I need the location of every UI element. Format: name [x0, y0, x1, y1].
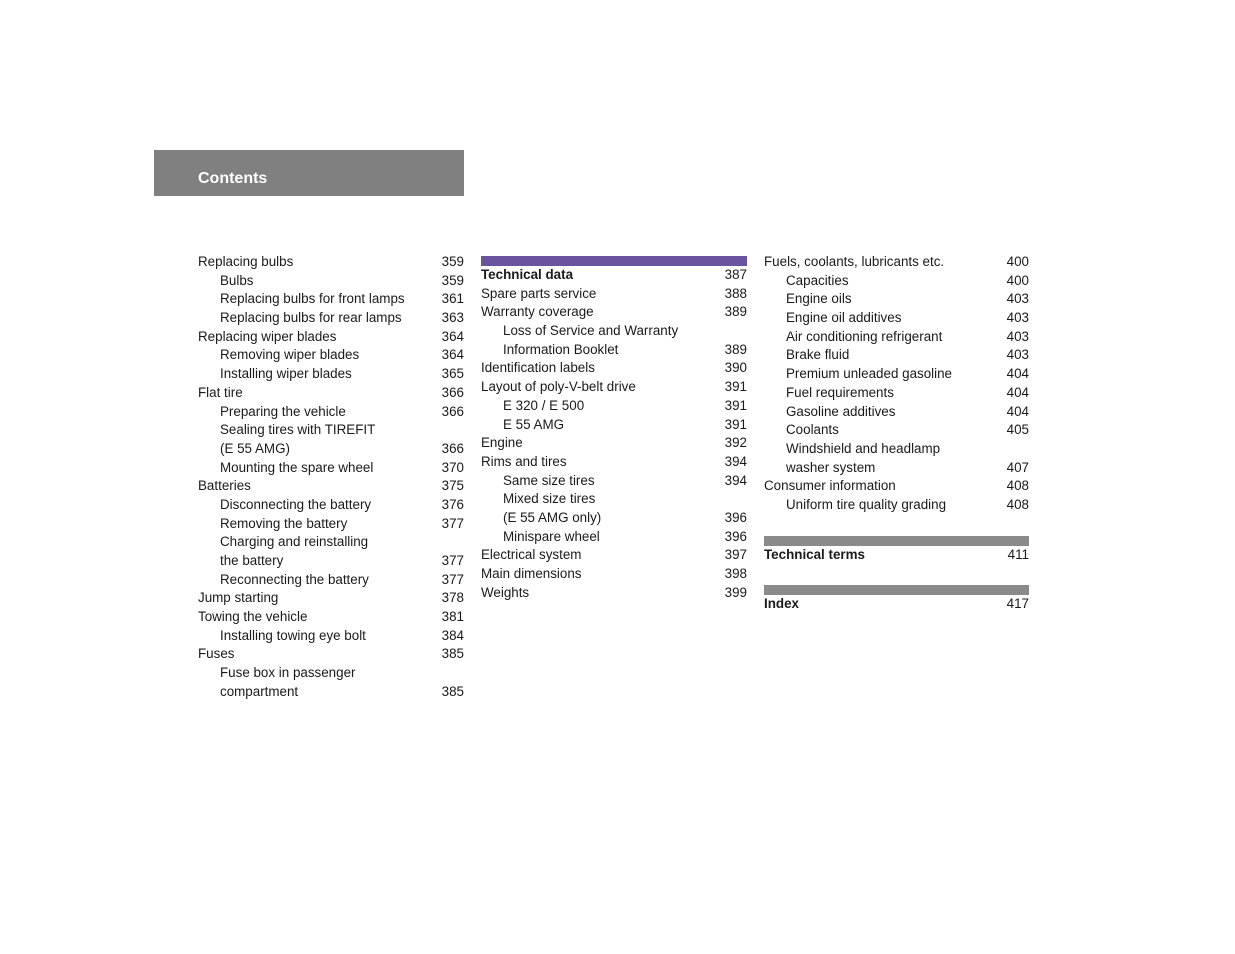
toc-entry[interactable] — [198, 309, 464, 328]
toc-list — [764, 253, 1029, 515]
spacer — [764, 565, 1029, 582]
toc-page-number: 365 — [441, 366, 464, 382]
toc-entry-label: E 55 AMG — [503, 416, 565, 432]
toc-page-number: 408 — [1006, 478, 1029, 494]
toc-page-number: 370 — [441, 459, 464, 475]
toc-entry-label: the battery — [220, 553, 284, 568]
toc-entry[interactable] — [198, 571, 464, 590]
toc-page-number: 376 — [441, 496, 464, 512]
toc-entry-label: Replacing bulbs — [198, 254, 294, 269]
toc-page-number: 385 — [441, 646, 464, 662]
toc-page-number: 403 — [1006, 291, 1029, 307]
toc-list — [481, 285, 747, 603]
toc-entry-label: Towing the vehicle — [198, 609, 308, 625]
toc-entry[interactable] — [198, 365, 464, 384]
toc-entry[interactable] — [481, 453, 747, 472]
toc-entry-label: Replacing bulbs for rear lamps — [220, 310, 402, 326]
toc-entry[interactable] — [198, 253, 464, 272]
toc-page-number: 387 — [724, 267, 747, 282]
toc-page-number: 364 — [441, 328, 464, 344]
toc-entry-label: Replacing bulbs for front lamps — [220, 291, 405, 307]
technical-data-bar — [481, 256, 747, 266]
toc-page-number: 399 — [724, 584, 747, 600]
toc-entry-label: Engine — [481, 435, 523, 451]
toc-entry[interactable] — [198, 440, 464, 459]
toc-entry-label: Removing wiper blades — [220, 347, 360, 363]
toc-entry-label: Premium unleaded gasoline — [786, 366, 952, 382]
toc-entry[interactable] — [481, 546, 747, 565]
contents-header-band — [154, 150, 464, 196]
toc-entry-label: Loss of Service and Warranty — [503, 323, 679, 339]
spacer — [764, 515, 1029, 534]
toc-entry[interactable] — [198, 328, 464, 347]
toc-page-number: 364 — [441, 347, 464, 363]
toc-entry-label: Jump starting — [198, 590, 279, 606]
toc-page-number: 390 — [724, 360, 747, 376]
toc-heading-label: Index — [764, 596, 799, 611]
toc-entry[interactable] — [481, 584, 747, 603]
toc-page-number: 400 — [1006, 272, 1029, 288]
toc-page-number: 361 — [441, 291, 464, 307]
toc-page-number: 392 — [724, 435, 747, 451]
toc-entry[interactable] — [764, 272, 1029, 291]
toc-entry[interactable] — [481, 359, 747, 378]
toc-entry-label: Engine oils — [786, 291, 852, 307]
toc-entry-label: washer system — [786, 459, 876, 475]
toc-entry[interactable] — [481, 434, 747, 453]
technical-terms-bar — [764, 536, 1029, 546]
toc-page-number: 400 — [1006, 254, 1029, 269]
toc-entry[interactable] — [481, 416, 747, 435]
toc-entry-label: Coolants — [786, 422, 839, 438]
toc-entry[interactable] — [764, 290, 1029, 309]
toc-entry-label: Capacities — [786, 272, 849, 288]
toc-entry-label: Mixed size tires — [503, 491, 596, 507]
index-bar — [764, 585, 1029, 595]
toc-entry[interactable] — [198, 589, 464, 608]
toc-entry[interactable] — [198, 645, 464, 664]
toc-entry-label: Uniform tire quality grading — [786, 496, 947, 512]
toc-page-number: 385 — [441, 683, 464, 699]
toc-entry[interactable] — [481, 397, 747, 416]
toc-entry[interactable] — [198, 346, 464, 365]
toc-entry[interactable] — [481, 565, 747, 584]
toc-entry-label: Preparing the vehicle — [220, 403, 346, 419]
toc-entry[interactable] — [481, 341, 747, 360]
toc-entry[interactable] — [764, 253, 1029, 272]
toc-entry-label: Weights — [481, 584, 530, 600]
toc-heading-label: Technical terms — [764, 547, 865, 563]
toc-entry[interactable] — [198, 403, 464, 422]
toc-entry-label: Brake fluid — [786, 347, 850, 363]
toc-entry-label: (E 55 AMG) — [220, 440, 290, 456]
toc-entry-label: Rims and tires — [481, 453, 567, 469]
toc-column-1 — [198, 253, 464, 702]
toc-page-number: 417 — [1006, 596, 1029, 611]
toc-page-number: 404 — [1006, 366, 1029, 382]
toc-entry-label: Identification labels — [481, 360, 595, 376]
toc-entry-label: Spare parts service — [481, 285, 597, 301]
toc-entry[interactable] — [764, 346, 1029, 365]
toc-page-number: 391 — [724, 397, 747, 413]
toc-entry-label: Electrical system — [481, 547, 582, 563]
toc-page-number: 366 — [441, 403, 464, 419]
toc-entry[interactable] — [481, 472, 747, 491]
toc-page-number: 403 — [1006, 310, 1029, 326]
toc-entry-label: Charging and reinstalling — [220, 534, 369, 550]
toc-entry-label: Removing the battery — [220, 515, 348, 531]
toc-heading-label: Technical data — [481, 267, 574, 282]
toc-page-number: 377 — [441, 515, 464, 531]
toc-entry-label: Air conditioning refrigerant — [786, 328, 943, 344]
toc-page-number: 366 — [441, 440, 464, 456]
toc-entry-label: Disconnecting the battery — [220, 496, 372, 512]
toc-entry[interactable] — [481, 528, 747, 547]
toc-entry[interactable] — [198, 515, 464, 534]
toc-entry[interactable] — [764, 459, 1029, 478]
toc-entry[interactable] — [764, 309, 1029, 328]
toc-page-number: 394 — [724, 472, 747, 488]
toc-entry[interactable] — [198, 664, 464, 683]
toc-entry-label: Warranty coverage — [481, 304, 594, 320]
toc-entry-label: Mounting the spare wheel — [220, 459, 374, 475]
toc-entry-label: E 320 / E 500 — [503, 397, 585, 413]
toc-entry-label: Fuels, coolants, lubricants etc. — [764, 254, 945, 269]
toc-entry[interactable] — [198, 477, 464, 496]
toc-entry[interactable] — [198, 384, 464, 403]
toc-page-number: 397 — [724, 547, 747, 563]
toc-page-number: 366 — [441, 384, 464, 400]
toc-entry-label: Installing towing eye bolt — [220, 627, 366, 643]
toc-page-number: 396 — [724, 509, 747, 525]
toc-column-2 — [481, 253, 747, 602]
toc-entry-label: Fuses — [198, 646, 235, 662]
toc-entry[interactable] — [764, 403, 1029, 422]
toc-entry-label: Bulbs — [220, 272, 254, 288]
toc-page-number: 389 — [724, 341, 747, 357]
toc-entry-label: Flat tire — [198, 384, 243, 400]
toc-entry[interactable] — [764, 384, 1029, 403]
toc-page-number: 398 — [724, 566, 747, 581]
toc-page-number: 391 — [724, 416, 747, 432]
toc-heading-technical-data[interactable] — [481, 266, 747, 285]
toc-entry[interactable] — [198, 683, 464, 702]
toc-page-number: 411 — [1007, 547, 1029, 563]
toc-page-number: 381 — [441, 609, 464, 625]
toc-entry[interactable] — [198, 496, 464, 515]
toc-page-number: 378 — [441, 590, 464, 606]
toc-page-number: 404 — [1006, 403, 1029, 419]
toc-page-number: 394 — [724, 453, 747, 469]
toc-entry[interactable] — [481, 490, 747, 509]
toc-entry-label: Fuse box in passenger — [220, 665, 356, 681]
toc-entry[interactable] — [764, 421, 1029, 440]
toc-entry[interactable] — [198, 272, 464, 291]
toc-entry-label: Gasoline additives — [786, 403, 896, 419]
toc-page-number: 389 — [724, 304, 747, 320]
toc-entry-label: (E 55 AMG only) — [503, 509, 602, 525]
toc-entry[interactable] — [198, 627, 464, 646]
toc-entry[interactable] — [764, 365, 1029, 384]
toc-entry-label: Replacing wiper blades — [198, 328, 337, 344]
toc-entry[interactable] — [481, 322, 747, 341]
toc-entry[interactable] — [764, 440, 1029, 459]
toc-column-3 — [764, 253, 1029, 614]
toc-entry-label: compartment — [220, 683, 299, 699]
toc-page-number: 404 — [1006, 384, 1029, 400]
toc-page-number: 375 — [441, 478, 464, 494]
toc-page-number: 403 — [1006, 347, 1029, 363]
toc-page-number: 405 — [1006, 422, 1029, 438]
toc-page-number: 403 — [1006, 328, 1029, 344]
toc-entry[interactable] — [481, 378, 747, 397]
toc-entry[interactable] — [764, 328, 1029, 347]
toc-entry-label: Windshield and headlamp — [786, 440, 941, 456]
toc-entry[interactable] — [481, 303, 747, 322]
toc-entry-label: Installing wiper blades — [220, 366, 352, 382]
toc-entry[interactable] — [764, 496, 1029, 515]
toc-entry[interactable] — [198, 421, 464, 440]
toc-heading-index[interactable] — [764, 595, 1029, 614]
toc-page-number: 384 — [441, 627, 464, 643]
toc-page-number: 359 — [441, 272, 464, 288]
toc-page-number: 408 — [1006, 496, 1029, 512]
toc-entry-label: Reconnecting the battery — [220, 571, 369, 587]
toc-page-number: 359 — [441, 254, 464, 269]
toc-heading-technical-terms[interactable] — [764, 546, 1029, 565]
toc-page-number: 396 — [724, 528, 747, 544]
toc-entry-label: Minispare wheel — [503, 528, 600, 544]
toc-entry-label: Main dimensions — [481, 566, 582, 581]
toc-entry[interactable] — [198, 552, 464, 571]
toc-page-number: 407 — [1006, 459, 1029, 475]
toc-page-number: 363 — [441, 310, 464, 326]
toc-entry[interactable] — [198, 533, 464, 552]
toc-entry-label: Consumer information — [764, 478, 896, 494]
toc-entry[interactable] — [198, 459, 464, 478]
toc-entry[interactable] — [764, 477, 1029, 496]
toc-entry-label: Sealing tires with TIREFIT — [220, 422, 376, 438]
toc-page-number: 388 — [724, 285, 747, 301]
toc-entry-label: Engine oil additives — [786, 310, 902, 326]
toc-entry-label: Batteries — [198, 478, 251, 494]
toc-entry-label: Same size tires — [503, 472, 595, 488]
toc-entry-label: Layout of poly-V-belt drive — [481, 379, 636, 395]
page-title: Contents — [198, 170, 268, 187]
toc-entry[interactable] — [481, 285, 747, 304]
toc-entry-label: Fuel requirements — [786, 384, 894, 400]
toc-page-number: 391 — [724, 379, 747, 395]
toc-page-number: 377 — [441, 571, 464, 587]
toc-entry[interactable] — [481, 509, 747, 528]
toc-entry[interactable] — [198, 608, 464, 627]
toc-entry[interactable] — [198, 290, 464, 309]
toc-entry-label: Information Booklet — [503, 341, 619, 357]
toc-page-number: 377 — [441, 553, 464, 568]
